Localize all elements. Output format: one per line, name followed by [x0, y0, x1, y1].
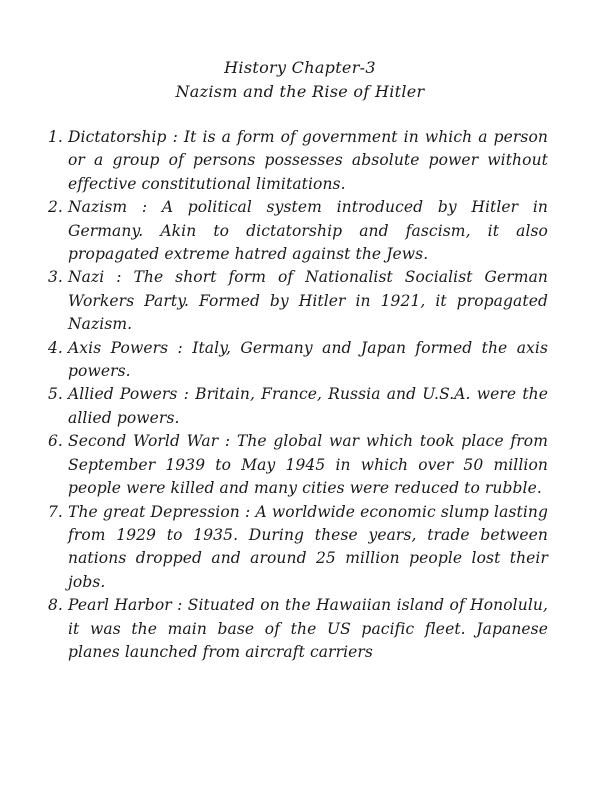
item-number: 3. [48, 268, 63, 287]
item-number: 5. [48, 385, 63, 404]
definition-text [68, 501, 548, 595]
item-number: 6. [48, 432, 63, 451]
page-header [0, 56, 600, 104]
definition-text [68, 430, 548, 500]
definition-item [48, 126, 548, 196]
definition-text [68, 337, 548, 384]
definition-item [48, 430, 548, 500]
definition-term: Second World War [68, 432, 219, 451]
item-number: 1. [48, 128, 63, 146]
definition-body: : A worldwide economic slump lasting from 1929 to 1935. During these years, trade between nations dropped and around 25 million people lost their jobs. [68, 502, 549, 591]
item-number: 4. [48, 338, 63, 357]
item-number: 2. [48, 198, 63, 217]
definition-body: : The short form of Nationalist Socialist German Workers Party. Formed by Hitler in 1921, it propagated Nazism. [68, 268, 548, 334]
definition-term: Dictatorship [68, 128, 167, 146]
definition-body: : Britain, France, Russia and U.S.A. were the allied powers. [68, 385, 549, 427]
definition-term: Nazi [68, 268, 105, 287]
definition-item [48, 337, 548, 384]
definition-text [68, 196, 548, 266]
definition-term: The great Depression [68, 502, 240, 521]
definition-term: Allied Powers [68, 385, 178, 404]
definition-body: : A political system introduced by Hitler in Germany. Akin to dictatorship and fascism, it also propagated extreme hatred against the Jews. [68, 198, 548, 264]
definition-item [48, 383, 548, 430]
definition-text [68, 383, 548, 430]
definition-term: Axis Powers [68, 338, 169, 357]
definition-text [68, 266, 548, 336]
item-number: 8. [48, 596, 63, 615]
definition-text [68, 126, 548, 196]
item-number: 7. [48, 502, 63, 521]
chapter-title: Nazism and the Rise of Hitler [175, 82, 425, 101]
definition-term: Nazism [68, 198, 128, 217]
definition-item [48, 594, 548, 664]
definitions-list [48, 126, 548, 664]
definition-body: : It is a form of government in which a person or a group of persons possesses absolute power without effective constitutional limitations. [68, 128, 548, 193]
definition-body: : Italy, Germany and Japan formed the axis powers. [68, 338, 548, 381]
definition-item [48, 266, 548, 336]
chapter-heading: History Chapter-3 [224, 58, 376, 77]
definition-body: : Situated on the Hawaiian island of Honolulu, it was the main base of the US pacific fleet. Japanese planes launched from aircraft carriers [68, 596, 548, 661]
definition-item [48, 501, 548, 595]
definition-item [48, 196, 548, 266]
definition-text [68, 594, 548, 664]
definition-body: : The global war which took place from September 1939 to May 1945 in which over 50 million people were killed and many cities were reduced to rubble. [68, 432, 548, 498]
definition-term: Pearl Harbor [68, 596, 172, 615]
